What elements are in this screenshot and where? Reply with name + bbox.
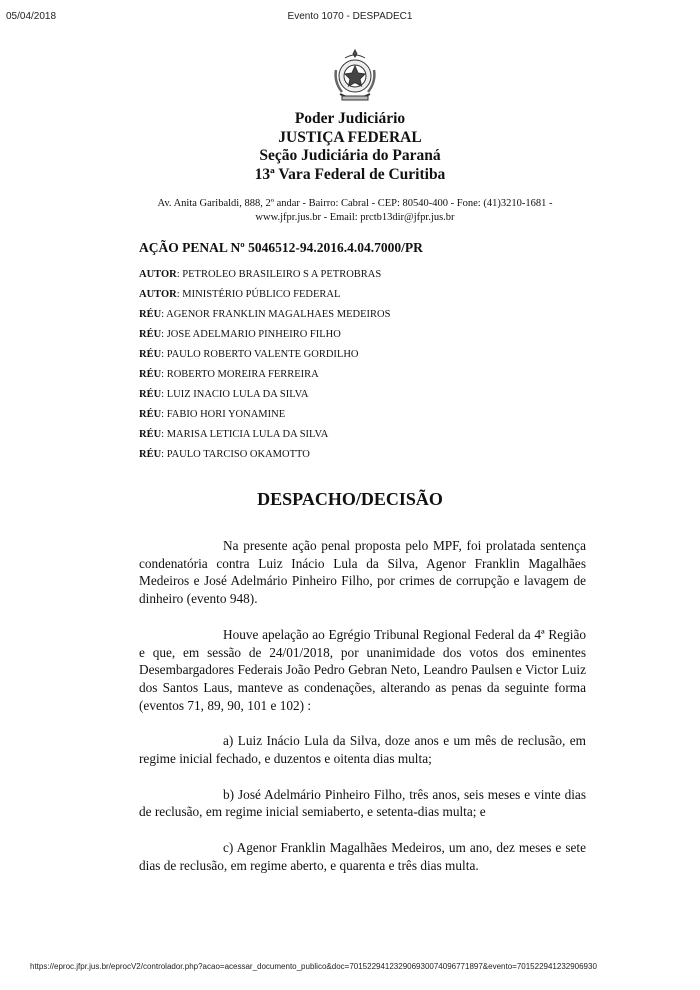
paragraph-4: b) José Adelmário Pinheiro Filho, três anos, seis meses e vinte dias de reclusão, em regime inicial semiaberto, e setenta-dias multa; e	[139, 786, 586, 820]
letterhead-line-1: Poder Judiciário	[294, 110, 406, 127]
letterhead-line-4: 13ª Vara Federal de Curitiba	[254, 165, 446, 183]
party-row: RÉU: PAULO ROBERTO VALENTE GORDILHO	[139, 349, 359, 360]
paragraph-3: a) Luiz Inácio Lula da Silva, doze anos e um mês de reclusão, em regime inicial fechado, e duzentos e oitenta dias multa;	[139, 733, 586, 767]
decision-body	[139, 537, 586, 893]
party-row: RÉU: JOSE ADELMARIO PINHEIRO FILHO	[139, 329, 341, 340]
print-page-title: Evento 1070 - DESPADEC1	[287, 11, 413, 22]
party-row: RÉU: FABIO HORI YONAMINE	[139, 409, 286, 420]
paragraph-5: c) Agenor Franklin Magalhães Medeiros, um ano, dez meses e sete dias de reclusão, em regime aberto, e quarenta e três dias multa.	[139, 840, 586, 873]
paragraph-2: Houve apelação ao Egrégio Tribunal Regional Federal da 4ª Região e que, em sessão de 24/01/2018, por unanimidade dos votos dos eminentes Desembargadores Federais João Pedro Gebran Neto, Leandro Paulsen e Victor Luiz dos Santos Laus, manteve as condenações, alterando as penas da seguinte forma (eventos 71, 89, 90, 101 e 102) :	[139, 626, 586, 713]
letterhead	[0, 110, 700, 184]
coat-of-arms-icon	[330, 46, 380, 104]
party-name: MARISA LETICIA LULA DA SILVA	[166, 429, 329, 440]
document-title: DESPACHO/DECISÃO	[257, 489, 443, 509]
court-address	[135, 197, 575, 225]
party-role: AUTOR	[139, 269, 177, 280]
case-number: AÇÃO PENAL Nº 5046512-94.2016.4.04.7000/PR	[139, 240, 423, 255]
party-name: AGENOR FRANKLIN MAGALHAES MEDEIROS	[166, 309, 391, 320]
party-name: ROBERTO MOREIRA FERREIRA	[166, 369, 319, 380]
party-name: PETROLEO BRASILEIRO S A PETROBRAS	[182, 269, 382, 280]
party-row: RÉU: MARISA LETICIA LULA DA SILVA	[139, 429, 329, 440]
letterhead-line-3: Seção Judiciária do Paraná	[259, 147, 441, 164]
party-name: PAULO TARCISO OKAMOTTO	[166, 449, 310, 460]
paragraph-1: Na presente ação penal proposta pelo MPF, foi prolatada sentença condenatória contra Luiz Inácio Lula da Silva, Agenor Franklin Magalhães Medeiros e José Adelmário Pinheiro Filho, por crimes de corrupção e lavagem de dinheiro (evento 948).	[139, 538, 586, 607]
party-name: PAULO ROBERTO VALENTE GORDILHO	[166, 349, 359, 360]
party-role: RÉU	[139, 309, 162, 320]
letterhead-line-2: JUSTIÇA FEDERAL	[278, 128, 422, 146]
party-row: RÉU: PAULO TARCISO OKAMOTTO	[139, 449, 310, 460]
address-line-1: Av. Anita Garibaldi, 888, 2º andar - Bairro: Cabral - CEP: 80540-400 - Fone: (41)3210-1681 -	[157, 198, 553, 209]
party-name: LUIZ INACIO LULA DA SILVA	[166, 389, 309, 400]
party-role: RÉU	[139, 449, 162, 460]
print-date: 05/04/2018	[6, 11, 57, 22]
party-row: RÉU: LUIZ INACIO LULA DA SILVA	[139, 389, 309, 400]
party-row: RÉU: ROBERTO MOREIRA FERREIRA	[139, 369, 319, 380]
party-name: MINISTÉRIO PÚBLICO FEDERAL	[182, 289, 341, 300]
party-role: RÉU	[139, 329, 162, 340]
address-line-2: www.jfpr.jus.br - Email: prctb13dir@jfpr.jus.br	[255, 212, 455, 223]
party-role: AUTOR	[139, 289, 177, 300]
party-role: RÉU	[139, 429, 162, 440]
party-name: FABIO HORI YONAMINE	[166, 409, 286, 420]
party-row: RÉU: AGENOR FRANKLIN MAGALHAES MEDEIROS	[139, 309, 391, 320]
party-name: JOSE ADELMARIO PINHEIRO FILHO	[166, 329, 341, 340]
party-role: RÉU	[139, 349, 162, 360]
print-footer-url: https://eproc.jfpr.jus.br/eprocV2/controlador.php?acao=acessar_documento_publico&doc=701522941232906930074096771897&evento=701522941232906930	[30, 962, 597, 971]
party-row: AUTOR: MINISTÉRIO PÚBLICO FEDERAL	[139, 289, 341, 300]
party-role: RÉU	[139, 409, 162, 420]
parties-list	[139, 268, 390, 468]
party-row: AUTOR: PETROLEO BRASILEIRO S A PETROBRAS	[139, 269, 382, 280]
party-role: RÉU	[139, 369, 162, 380]
party-role: RÉU	[139, 389, 162, 400]
